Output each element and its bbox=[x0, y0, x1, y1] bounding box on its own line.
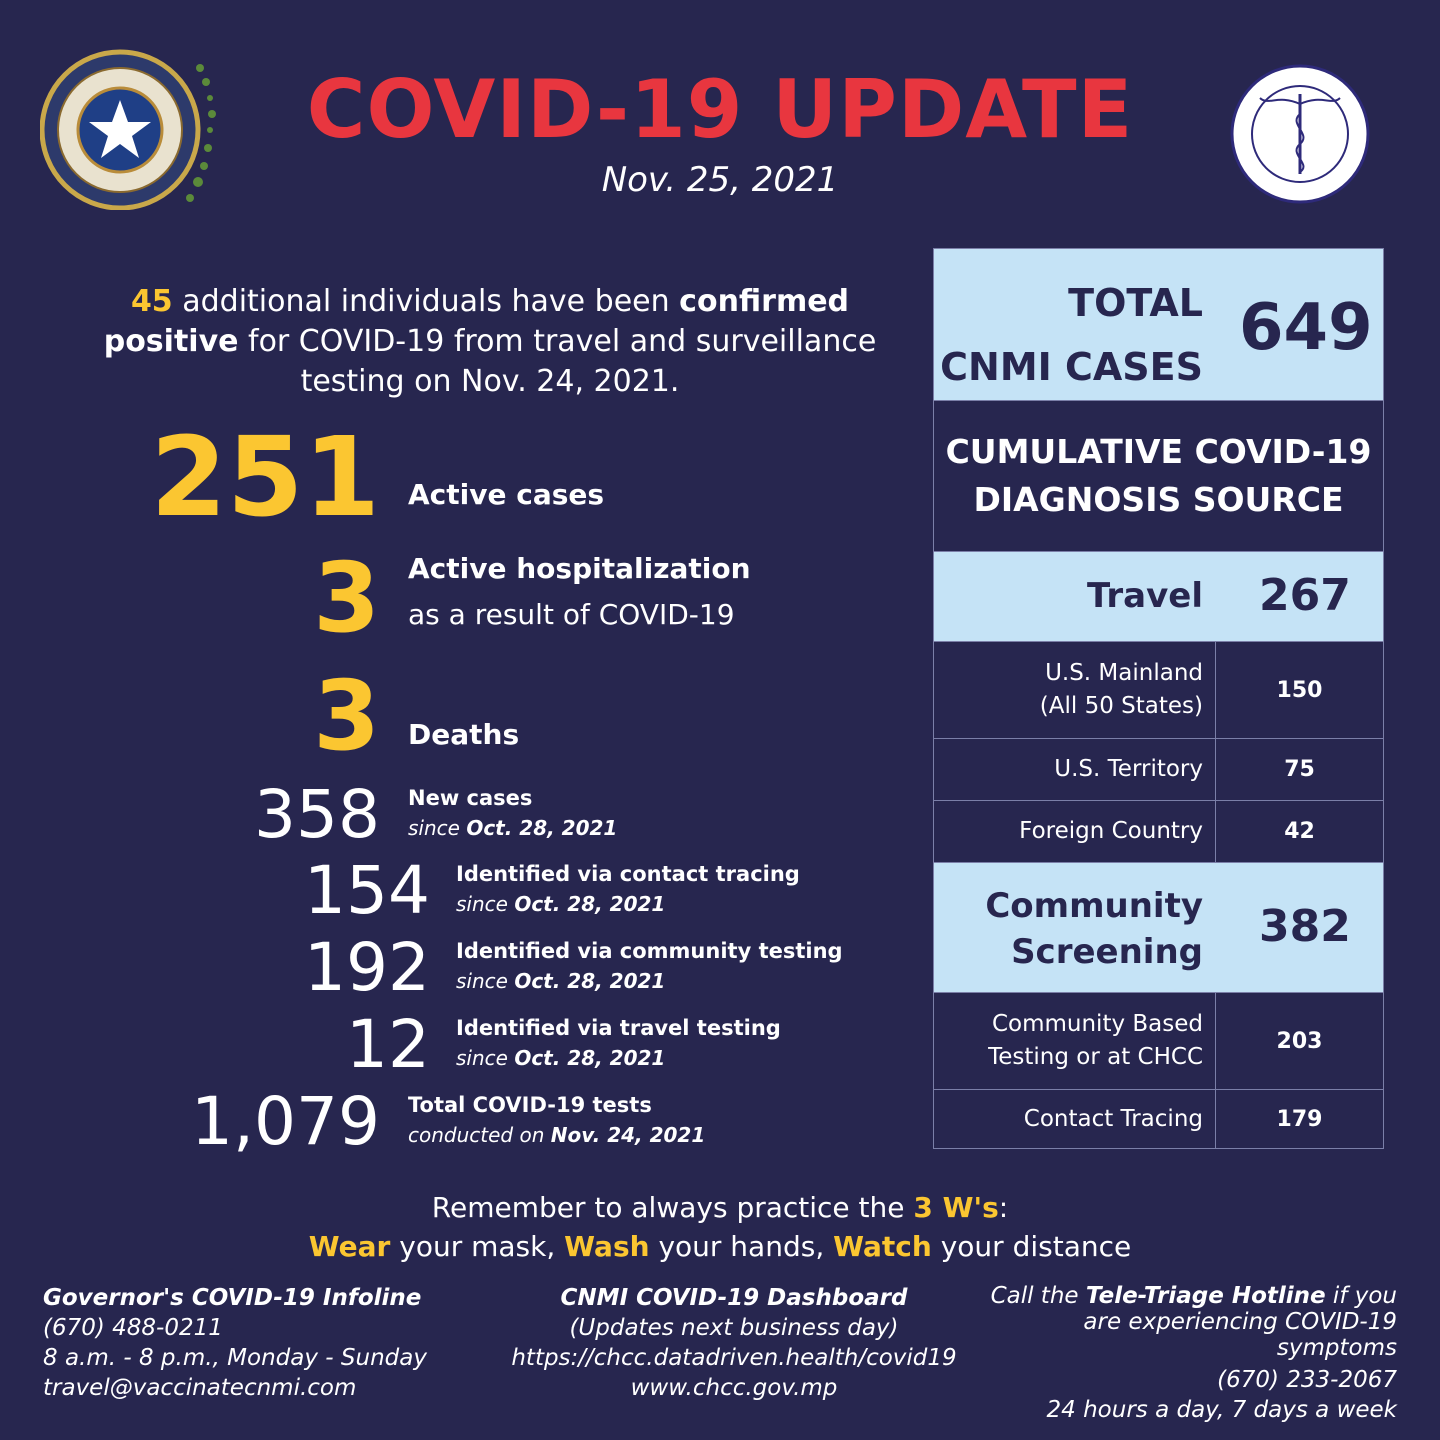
community-subrow-value: 203 bbox=[1276, 1028, 1323, 1054]
hospitalization-stat bbox=[0, 542, 900, 654]
travel-testing-since: since Oct. 28, 2021 bbox=[456, 1046, 666, 1070]
community-subrow bbox=[933, 1090, 1384, 1149]
travel-subrow-label: U.S. Mainland (All 50 States) bbox=[934, 642, 1216, 738]
community-testing-label: Identified via community testing bbox=[456, 939, 843, 963]
infoline-email[interactable]: travel@vaccinatecnmi.com bbox=[43, 1375, 357, 1401]
travel-label: Travel bbox=[1086, 576, 1203, 616]
contact-tracing-stat bbox=[0, 852, 900, 929]
active-cases-label: Active cases bbox=[408, 478, 605, 511]
infoline-phone: (670) 488-0211 bbox=[43, 1315, 223, 1341]
chcc-url[interactable]: www.chcc.gov.mp bbox=[630, 1375, 838, 1401]
deaths-value: 3 bbox=[313, 660, 380, 772]
total-tests-stat bbox=[0, 1083, 900, 1160]
page-title: COVID-19 UPDATE bbox=[306, 63, 1134, 156]
intro-text-2: for COVID-19 from travel and surveillance testing on Nov. 24, 2021. bbox=[238, 324, 877, 399]
deaths-stat bbox=[0, 660, 900, 772]
total-cases-value: 649 bbox=[1239, 291, 1373, 365]
contact-tracing-label: Identified via contact tracing bbox=[456, 862, 800, 886]
community-testing-value: 192 bbox=[304, 929, 430, 1006]
travel-value: 267 bbox=[1259, 570, 1351, 621]
new-cases-value: 358 bbox=[254, 776, 380, 853]
travel-testing-stat bbox=[0, 1006, 900, 1083]
new-cases-label: New cases bbox=[408, 786, 533, 810]
footer-hotline: Call the Tele-Triage Hotline if you are experiencing COVID-19 symptoms (670) 233-2067 24 hours a day, 7 days a week bbox=[960, 1283, 1397, 1425]
community-value: 382 bbox=[1259, 901, 1351, 952]
total-tests-value: 1,079 bbox=[191, 1083, 380, 1160]
dashboard-title: CNMI COVID-19 Dashboard bbox=[560, 1285, 908, 1311]
community-testing-since: since Oct. 28, 2021 bbox=[456, 969, 666, 993]
deaths-label: Deaths bbox=[408, 718, 520, 751]
community-subrow bbox=[933, 993, 1384, 1090]
infoline-title: Governor's COVID-19 Infoline bbox=[43, 1285, 422, 1311]
new-cases-since: since Oct. 28, 2021 bbox=[408, 816, 618, 840]
intro-count: 45 bbox=[130, 284, 173, 319]
community-subrow-label: Community Based Testing or at CHCC bbox=[934, 993, 1216, 1089]
total-tests-since: conducted on Nov. 24, 2021 bbox=[408, 1123, 706, 1147]
travel-subrow-value: 150 bbox=[1276, 677, 1323, 703]
footer-dashboard bbox=[494, 1283, 974, 1403]
travel-subrow-label: Foreign Country bbox=[934, 801, 1216, 862]
intro-paragraph bbox=[80, 282, 900, 402]
hotline-line2: are experiencing COVID-19 symptoms bbox=[1083, 1309, 1397, 1361]
intro-bold-2: positive bbox=[103, 324, 239, 359]
active-cases-stat bbox=[0, 413, 900, 541]
travel-testing-value: 12 bbox=[346, 1006, 430, 1083]
active-cases-value: 251 bbox=[150, 413, 380, 541]
contact-tracing-value: 154 bbox=[304, 852, 430, 929]
travel-subrow bbox=[933, 739, 1384, 801]
travel-row bbox=[933, 552, 1384, 642]
travel-subrow bbox=[933, 642, 1384, 739]
hotline-title: Tele-Triage Hotline bbox=[1085, 1283, 1326, 1309]
community-subrow-value: 179 bbox=[1276, 1106, 1323, 1132]
total-cases-label: TOTAL CNMI CASES bbox=[940, 281, 1203, 389]
total-tests-label: Total COVID-19 tests bbox=[408, 1093, 652, 1117]
intro-text-1: additional individuals have been bbox=[172, 284, 680, 319]
community-row bbox=[933, 863, 1384, 993]
reminder: Remember to always practice the 3 W's: Wear your mask, Wash your hands, Watch your distance bbox=[308, 1191, 1132, 1263]
infoline-hours: 8 a.m. - 8 p.m., Monday - Sunday bbox=[43, 1345, 427, 1371]
hospitalization-sub: as a result of COVID-19 bbox=[408, 598, 735, 631]
intro-bold-1: confirmed bbox=[679, 284, 850, 319]
contact-tracing-since: since Oct. 28, 2021 bbox=[456, 892, 666, 916]
dashboard-note: (Updates next business day) bbox=[569, 1315, 899, 1341]
chcc-seal bbox=[1218, 64, 1382, 204]
travel-testing-label: Identified via travel testing bbox=[456, 1016, 781, 1040]
community-label: Community Screening bbox=[985, 886, 1203, 972]
travel-subrow-label: U.S. Territory bbox=[934, 739, 1216, 800]
diagnosis-source-heading: CUMULATIVE COVID-19 DIAGNOSIS SOURCE bbox=[933, 401, 1384, 552]
total-cases-row bbox=[933, 248, 1384, 401]
hotline-phone: (670) 233-2067 bbox=[1217, 1367, 1397, 1393]
hospitalization-label: Active hospitalization bbox=[408, 552, 751, 585]
travel-subrow-value: 75 bbox=[1284, 757, 1315, 782]
hotline-hours: 24 hours a day, 7 days a week bbox=[1046, 1397, 1397, 1423]
travel-subrow bbox=[933, 801, 1384, 863]
hospitalization-value: 3 bbox=[313, 542, 380, 654]
community-subrow-label: Contact Tracing bbox=[934, 1090, 1216, 1148]
update-date: Nov. 25, 2021 bbox=[601, 160, 839, 200]
community-testing-stat bbox=[0, 929, 900, 1006]
cases-table bbox=[933, 248, 1384, 1149]
dashboard-url[interactable]: https://chcc.datadriven.health/covid19 bbox=[511, 1345, 957, 1371]
travel-subrow-value: 42 bbox=[1284, 819, 1315, 844]
new-cases-stat bbox=[0, 776, 900, 853]
footer-infoline bbox=[43, 1283, 483, 1403]
